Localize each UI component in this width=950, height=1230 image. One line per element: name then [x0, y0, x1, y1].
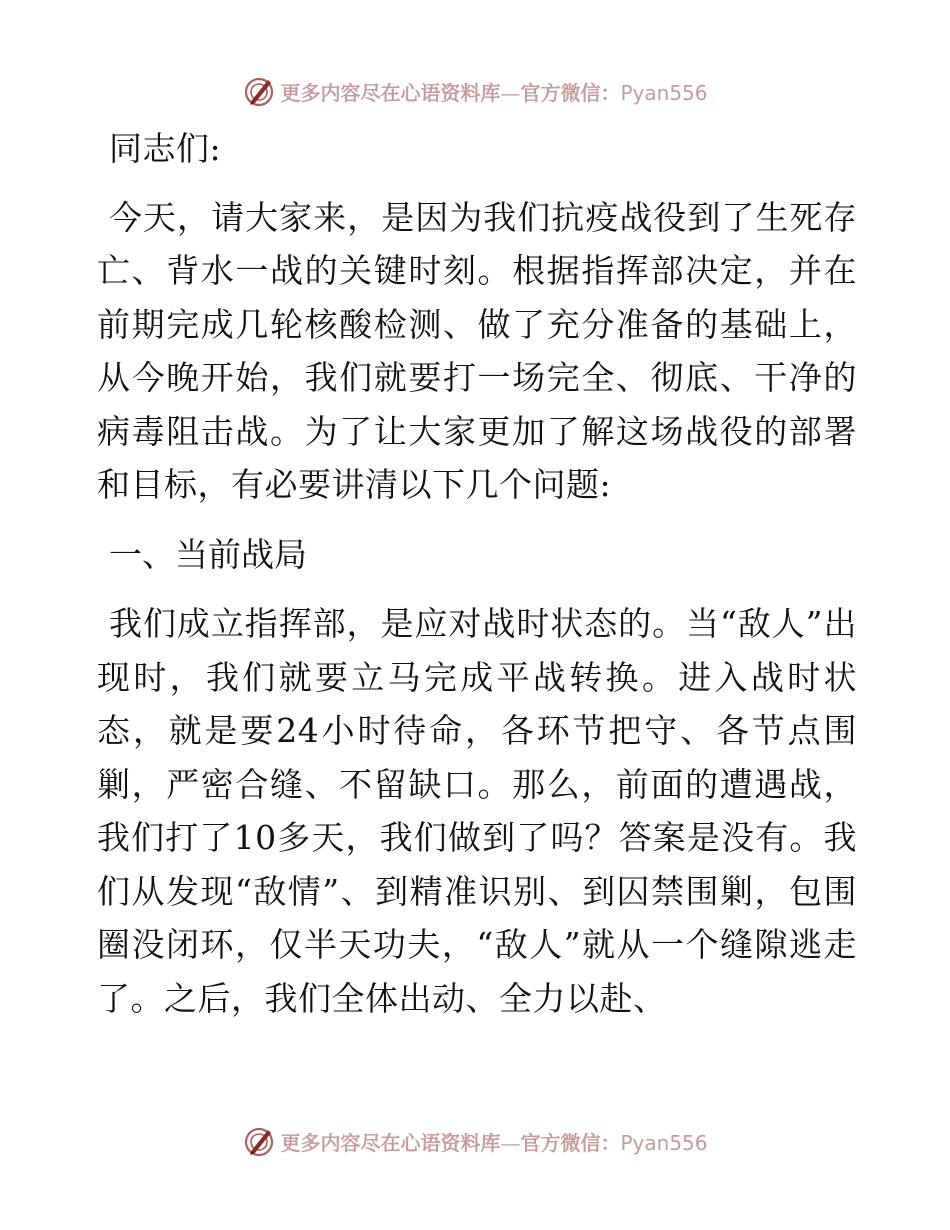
watermark-dash: —	[500, 1130, 521, 1155]
section-heading-current-situation: 一、当前战局	[109, 534, 307, 574]
watermark-label: 官方微信：	[520, 80, 621, 105]
paragraph-situation: 我们成立指挥部，是应对战时状态的。当“敌人”出现时，我们就要立马完成平战转换。进入战时状态，就是要24小时待命，各环节把守、各节点围剿，严密合缝、不留缺口。那么，前面的遭遇战，我们打了10多天，我们做到了吗？答案是没有。我们从发现“敌情”、到精准识别、到囚禁围剿，包围圈没闭环，仅半天功夫，“敌人”就从一个缝隙逃走了。之后，我们全体出动、全力以赴、	[97, 604, 857, 1018]
watermark-text	[280, 77, 707, 106]
pen-logo-icon	[242, 1124, 276, 1158]
watermark-site: 更多内容尽在心语资料库	[280, 80, 501, 105]
watermark-wechat-id: Pyan556	[620, 1130, 708, 1155]
watermark-label: 官方微信：	[520, 1130, 621, 1155]
watermark-wechat-id: Pyan556	[620, 80, 708, 105]
document-body	[97, 122, 857, 1041]
header-watermark-banner	[0, 71, 950, 111]
footer-watermark-banner	[0, 1121, 950, 1161]
watermark-dash: —	[500, 80, 521, 105]
paragraph-intro: 今天，请大家来，是因为我们抗疫战役到了生死存亡、背水一战的关键时刻。根据指挥部决定，并在前期完成几轮核酸检测、做了充分准备的基础上，从今晚开始，我们就要打一场完全、彻底、干净的病毒阻击战。为了让大家更加了解这场战役的部署和目标，有必要讲清以下几个问题:	[97, 197, 857, 504]
greeting: 同志们:	[109, 129, 222, 168]
watermark-text	[280, 1127, 707, 1156]
watermark-site: 更多内容尽在心语资料库	[280, 1130, 501, 1155]
pen-logo-icon	[242, 74, 276, 108]
